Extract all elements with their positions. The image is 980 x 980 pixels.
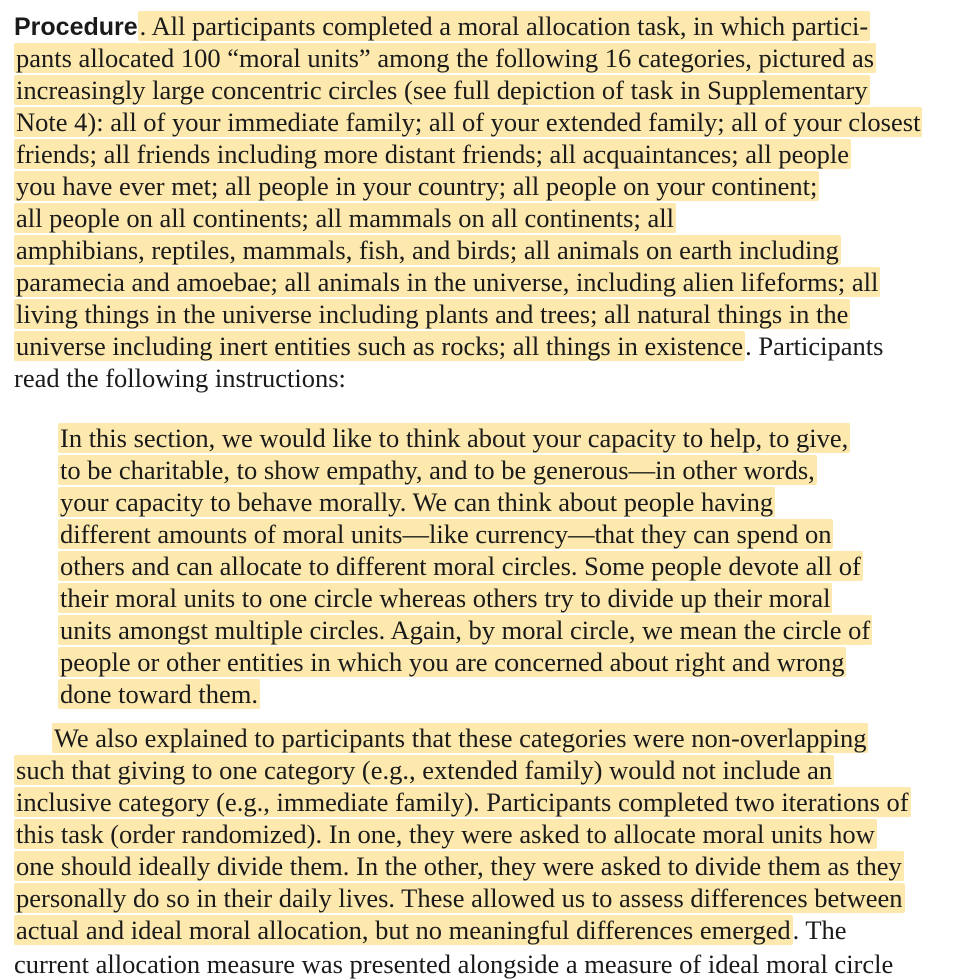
blockquote-line-9 xyxy=(58,678,260,710)
highlight-span: friends; all friends including more distant friends; all acquaintances; all people xyxy=(16,139,850,169)
paragraph2-line-1 xyxy=(52,722,868,754)
highlight-span: people or other entities in which you are concerned about right and wrong xyxy=(60,647,845,677)
highlight-span: such that giving to one category (e.g., extended family) would not include an xyxy=(16,755,833,785)
highlight-span: paramecia and amoebae; all animals in the universe, including alien lifeforms; all xyxy=(16,267,879,297)
cut-off-line xyxy=(0,944,980,979)
blockquote-line-1 xyxy=(58,422,850,454)
highlight-span: units amongst multiple circles. Again, by moral circle, we mean the circle of xyxy=(60,615,871,645)
paragraph2-line-6 xyxy=(14,882,905,914)
highlight-span: universe including inert entities such as rocks; all things in existence xyxy=(16,331,744,361)
highlight-span: you have ever met; all people in your country; all people on your continent; xyxy=(16,171,818,201)
paragraph2-line-3 xyxy=(14,786,911,818)
paragraph1-line-1 xyxy=(14,10,870,42)
plain-text: read the following instructions: xyxy=(14,363,346,393)
highlight-span: others and can allocate to different moral circles. Some people devote all of xyxy=(60,551,861,581)
highlight-span: to be charitable, to show empathy, and to be generous—in other words, xyxy=(60,455,815,485)
highlight-span: inclusive category (e.g., immediate family). Participants completed two iterations of xyxy=(16,787,909,817)
paragraph2-line-2 xyxy=(14,754,834,786)
paragraph1-line-11 xyxy=(14,330,883,362)
highlight-span: different amounts of moral units—like currency—that they can spend on xyxy=(60,519,832,549)
paragraph1-line-4 xyxy=(14,106,922,138)
highlight-span: their moral units to one circle whereas others try to divide up their moral xyxy=(60,583,831,613)
highlight-span: all people on all continents; all mammals on all continents; all xyxy=(16,203,674,233)
paragraph1-line-5 xyxy=(14,138,851,170)
highlight-span: We also explained to participants that these categories were non-overlapping xyxy=(54,723,867,753)
highlight-span: living things in the universe including plants and trees; all natural things in the xyxy=(16,299,849,329)
paragraph2-line-4 xyxy=(14,818,877,850)
highlight-span: your capacity to behave morally. We can think about people having xyxy=(60,487,774,517)
highlight-span: this task (order randomized). In one, they were asked to allocate moral units how xyxy=(16,819,875,849)
plain-text: . The xyxy=(792,915,847,945)
paragraph1-line-6 xyxy=(14,170,819,202)
plain-text: current allocation measure was presented alongside a measure of ideal moral circle xyxy=(14,949,894,979)
paragraph1-line-10 xyxy=(14,298,850,330)
procedure-heading: Procedure xyxy=(14,13,138,41)
blockquote-line-4 xyxy=(58,518,833,550)
paragraph1-line-8 xyxy=(14,234,841,266)
blockquote-line-8 xyxy=(58,646,846,678)
highlight-span: Note 4): all of your immediate family; all of your extended family; all of your closest xyxy=(16,107,921,137)
blockquote-line-2 xyxy=(58,454,817,486)
highlight-span: actual and ideal moral allocation, but no meaningful differences emerged xyxy=(16,915,791,945)
paragraph2-line-7 xyxy=(14,914,847,946)
highlight-span: pants allocated 100 “moral units” among the following 16 categories, pictured as xyxy=(16,43,875,73)
highlight-span: increasingly large concentric circles (see full depiction of task in Supplementary xyxy=(16,75,868,105)
highlight-span: personally do so in their daily lives. These allowed us to assess differences between xyxy=(16,883,903,913)
paragraph2-line-5 xyxy=(14,850,904,882)
paragraph1-line-2 xyxy=(14,42,876,74)
paragraph1-line-12 xyxy=(14,362,346,394)
highlight-span: done toward them. xyxy=(60,679,258,709)
blockquote-line-7 xyxy=(58,614,872,646)
paragraph1-line-3 xyxy=(14,74,870,106)
highlight-span: amphibians, reptiles, mammals, fish, and birds; all animals on earth including xyxy=(16,235,839,265)
plain-text: . Participants xyxy=(745,331,884,361)
highlight-span: . All participants completed a moral allocation task, in which partici- xyxy=(139,11,869,41)
blockquote-line-6 xyxy=(58,582,832,614)
blockquote-line-5 xyxy=(58,550,863,582)
highlight-span: In this section, we would like to think about your capacity to help, to give, xyxy=(60,423,849,453)
paragraph1-line-7 xyxy=(14,202,676,234)
blockquote-line-3 xyxy=(58,486,775,518)
highlight-span: one should ideally divide them. In the other, they were asked to divide them as they xyxy=(16,851,902,881)
paragraph1-line-9 xyxy=(14,266,880,298)
